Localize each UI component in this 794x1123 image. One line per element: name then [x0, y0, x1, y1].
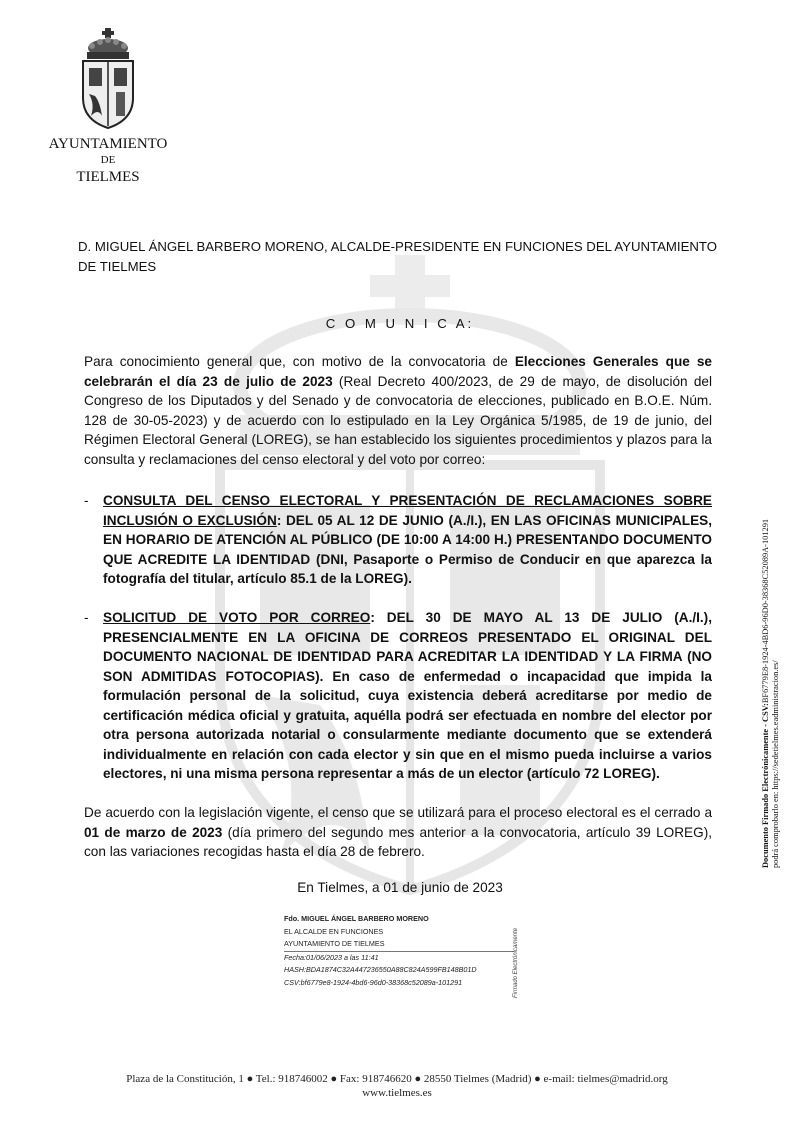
- list-dash: -: [84, 610, 89, 625]
- signature-hash: HASH:BDA1874C32A447236550A88C824A599FB148B01D: [284, 965, 477, 974]
- verify-url-note: podrá comprobarlo en: https://sedetielmes.eadministracion.es/: [771, 660, 780, 868]
- footer-address: Plaza de la Constitución, 1 ● Tel.: 918746002 ● Fax: 918746620 ● 28550 Tielmes (Madrid) ● e-mail: tielmes@madrid.org: [126, 1073, 668, 1085]
- signer-name: Fdo. MIGUEL ÁNGEL BARBERO MORENO: [284, 914, 429, 923]
- census-item-text: : DEL 05 AL 12 DE JUNIO (A./I.), EN LAS OFICINAS MUNICIPALES, EN HORARIO DE ATENCIÓN AL PÚBLICO (DE 10:00 A 14:00 H.) PRESENTANDO DOCUMENTO QUE ACREDITE LA IDENTIDAD (DNI, Pasaporte o Permiso de Conducir en que aparezca la fotografía del titular, artículo 85.1 de la LOREG).: [103, 512, 712, 586]
- postal-vote-item: [84, 608, 712, 784]
- list-dash: -: [84, 493, 89, 508]
- intro-text-c: (Real Decreto 400/2023, de 29 de mayo, de disolución del Congreso de los Diputados y del Senado y de convocatoria de elecciones, publicado en B.O.E. Núm. 128 de 30-05-2023) y de acuerdo con lo estipulado en la Ley Orgánica 5/1985, de 19 de junio, del Régimen Electoral General (LOREG), se han establecido los siguientes procedimientos y plazos para la consulta y reclamaciones del censo electoral y del voto por correo:: [84, 373, 712, 467]
- municipal-crest-logo: [78, 28, 138, 132]
- census-item-title: CONSULTA DEL CENSO ELECTORAL Y PRESENTACIÓN DE RECLAMACIONES SOBRE INCLUSIÓN O EXCLUSIÓN: [103, 493, 712, 528]
- org-line-1: AYUNTAMIENTO: [48, 136, 168, 152]
- signed-electronically-vertical-label: [508, 920, 520, 1000]
- document-heading: D. MIGUEL ÁNGEL BARBERO MORENO, ALCALDE-PRESIDENTE EN FUNCIONES DEL AYUNTAMIENTO DE TIELMES: [78, 239, 717, 274]
- electronic-signature-block: [284, 913, 514, 989]
- census-text-c: (día primero del segundo mes anterior a la convocatoria, artículo 39 LOREG), con las variaciones recogidas hasta el día 28 de febrero.: [84, 824, 713, 859]
- csv-note-label: Documento Firmado Electrónicamente - CSV:: [761, 703, 770, 868]
- census-consultation-item: [84, 491, 712, 589]
- intro-text-a: Para conocimiento general que, con motivo de la convocatoria de: [84, 354, 515, 369]
- signature-date: Fecha:01/06/2023 a las 11:41: [284, 952, 379, 962]
- place-and-date: En Tielmes, a 01 de junio de 2023: [297, 880, 503, 895]
- footer-website: www.tielmes.es: [362, 1087, 432, 1099]
- org-line-2: DE: [100, 154, 116, 166]
- organization-name: [40, 136, 176, 187]
- csv-note-line: [761, 519, 770, 868]
- postal-vote-text: : DEL 30 DE MAYO AL 13 DE JULIO (A./I.), PRESENCIALMENTE EN LA OFICINA DE CORREOS PRESENTADO EL ORIGINAL DEL DOCUMENTO NACIONAL DE IDENTIDAD PARA ACREDITAR LA IDENTIDAD Y LA FIRMA (NO SON ADMITIDAS FOTOCOPIAS). En caso de enfermedad o incapacidad que impida la formulación personal de la solicitud, cuya existencia deberá acreditarse por medio de certificación médica oficial y gratuita, aquélla podrá ser efectuada en nombre del elector por otra persona autorizada notarial o consularmente mediante documento que se extenderá individualmente en relación con cada elector y sin que en el mismo pueda incluirse a varios electores, ni una misma persona representar a más de un elector (artículo 72 LOREG).: [103, 610, 712, 781]
- csv-note-code: BF6779E8-1924-4BD6-96D0-38368C52089A-101291: [761, 518, 770, 704]
- intro-paragraph: [84, 352, 712, 469]
- census-date-paragraph: [84, 803, 712, 862]
- signature-csv: CSV:bf6779e8-1924-4bd6-96d0-38368c52089a-101291: [284, 977, 463, 987]
- comunica-title: C O M U N I C A:: [325, 316, 475, 331]
- page-footer: [60, 1072, 734, 1100]
- intro-text-bold: Elecciones Generales que se celebrarán el día 23 de julio de 2023: [84, 354, 712, 389]
- org-line-3: TIELMES: [76, 169, 140, 185]
- census-text-a: De acuerdo con la legislación vigente, el censo que se utilizará para el proceso electoral es el cerrado a: [84, 805, 712, 820]
- verification-side-note: [752, 470, 782, 870]
- census-text-bold: 01 de marzo de 2023: [84, 824, 223, 840]
- signer-organization: AYUNTAMIENTO DE TIELMES: [284, 938, 514, 952]
- signed-label-text: Firmado Electrónicamente: [513, 927, 519, 998]
- signer-role: EL ALCALDE EN FUNCIONES: [284, 926, 384, 936]
- postal-vote-title: SOLICITUD DE VOTO POR CORREO: [103, 610, 371, 625]
